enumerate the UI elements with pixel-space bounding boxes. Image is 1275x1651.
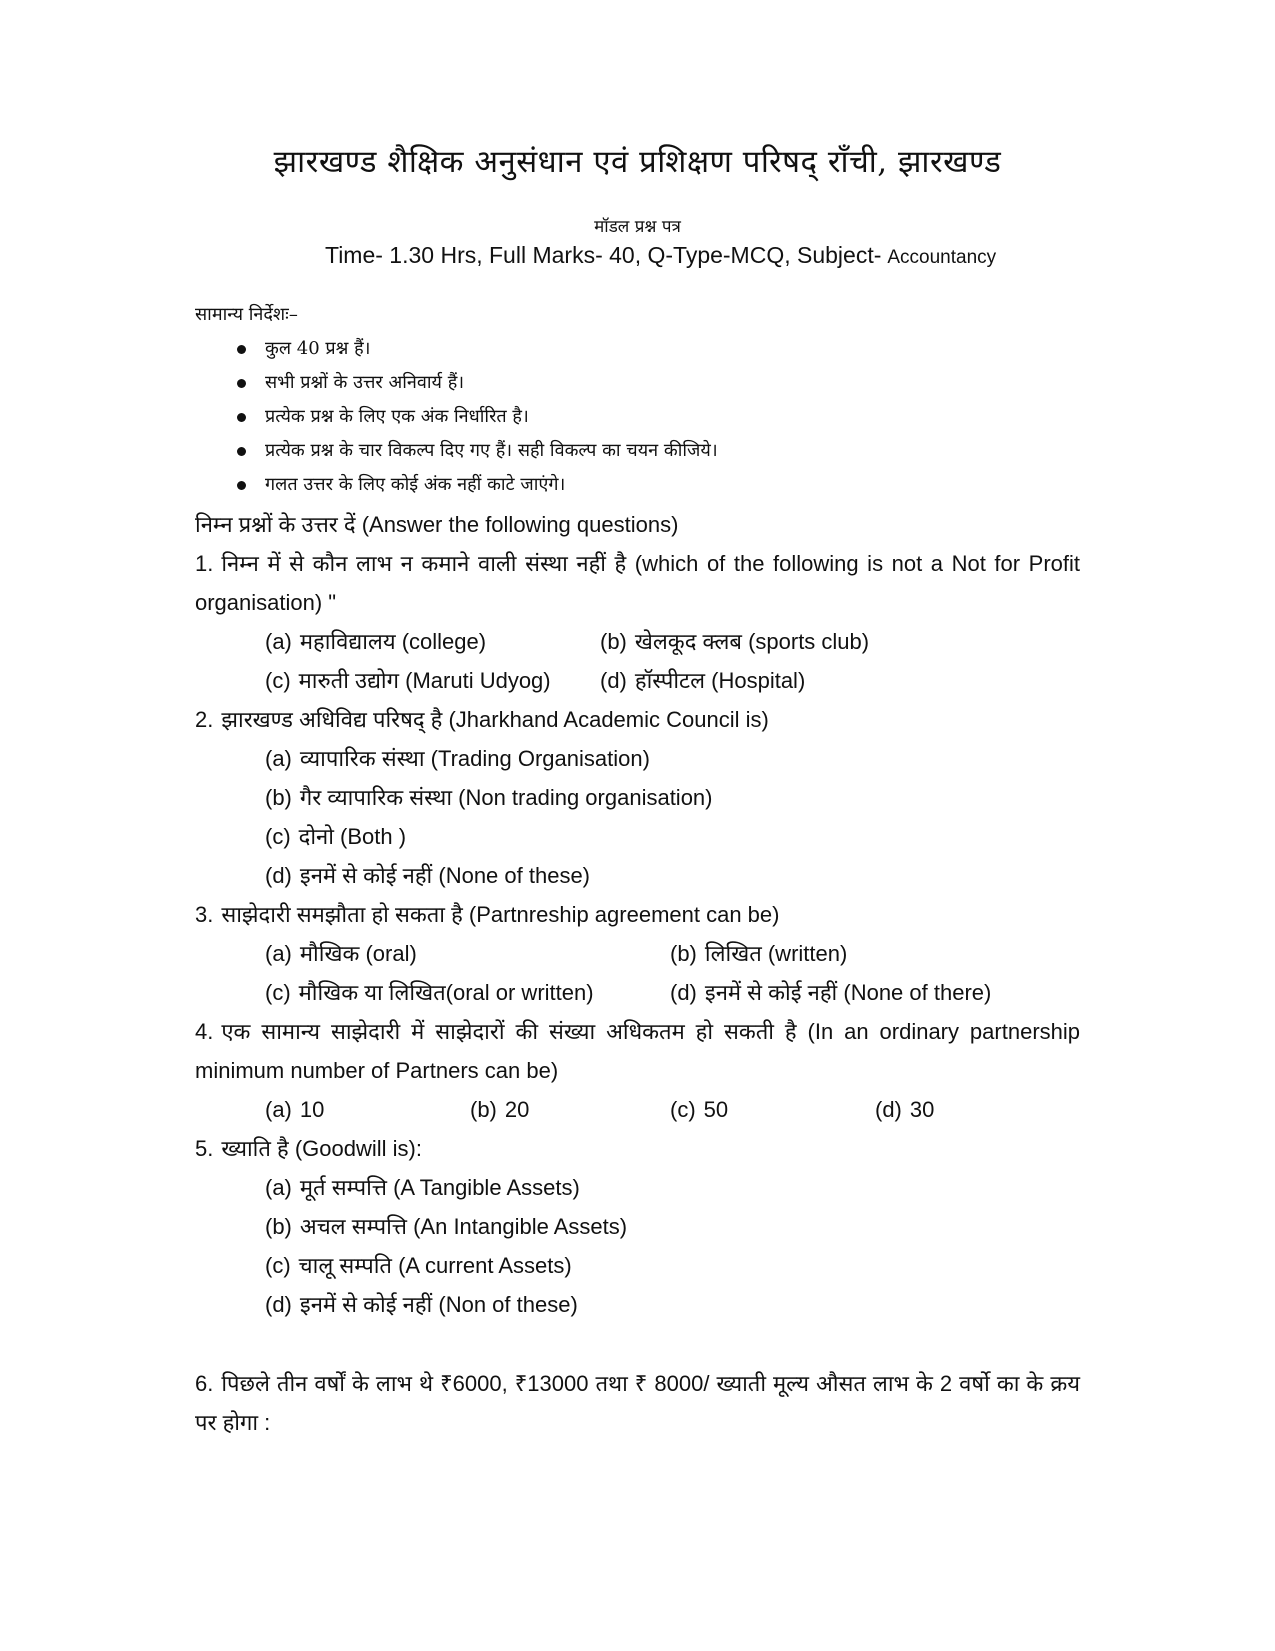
- exam-subject: Accountancy: [887, 247, 997, 268]
- instruction-item: [195, 366, 718, 400]
- exam-meta-text: Time- 1.30 Hrs, Full Marks- 40, Q-Type-MCQ, Subject-: [325, 242, 882, 268]
- option-a: [265, 1090, 324, 1129]
- option-label: (b): [265, 785, 292, 810]
- option-b: [265, 1207, 627, 1246]
- option-text: अचल सम्पत्ति (An Intangible Assets): [299, 1214, 628, 1239]
- bullet-icon: [237, 345, 246, 354]
- option-text: 50: [703, 1097, 729, 1122]
- option-label: (d): [875, 1097, 902, 1122]
- option-label: (a): [265, 746, 292, 771]
- option-text: खेलकूद क्लब (sports club): [634, 629, 870, 654]
- options-row: [195, 817, 1080, 856]
- question-4: [195, 1012, 1080, 1090]
- options-row: [195, 778, 1080, 817]
- option-label: (a): [265, 1097, 292, 1122]
- question-number: 6.: [195, 1371, 214, 1396]
- option-text: गैर व्यापारिक संस्था (Non trading organisation): [299, 785, 713, 810]
- option-d: [875, 1090, 934, 1129]
- option-label: (b): [600, 629, 627, 654]
- option-d: [265, 1285, 578, 1324]
- option-c: [265, 817, 406, 856]
- option-label: (d): [265, 863, 292, 888]
- option-text: लिखित (written): [704, 941, 848, 966]
- option-b: [265, 778, 713, 817]
- question-3: [195, 895, 1080, 934]
- option-label: (b): [670, 941, 697, 966]
- option-text: महाविद्यालय (college): [299, 629, 487, 654]
- option-label: (b): [470, 1097, 497, 1122]
- questions-section: [195, 505, 1080, 1442]
- option-text: मारुती उद्योग (Maruti Udyog): [298, 668, 551, 693]
- option-text: हॉस्पीटल (Hospital): [634, 668, 806, 693]
- options-row: [195, 661, 1080, 700]
- option-label: (b): [265, 1214, 292, 1239]
- question-number: 2.: [195, 707, 214, 732]
- option-a: [265, 1168, 580, 1207]
- option-d: [265, 856, 590, 895]
- instructions-list: [195, 332, 718, 502]
- option-label: (a): [265, 1175, 292, 1200]
- option-d: [600, 661, 805, 700]
- instruction-text: कुल 40 प्रश्न हैं।: [265, 338, 371, 359]
- bullet-icon: [237, 379, 246, 388]
- option-label: (c): [265, 980, 291, 1005]
- question-text: निम्न में से कौन लाभ न कमाने वाली संस्था नहीं है (which of the following is not a Not for Profit organisation) ": [195, 551, 1080, 615]
- document-title: झारखण्ड शैक्षिक अनुसंधान एवं प्रशिक्षण परिषद् राँची, झारखण्ड: [273, 144, 1002, 180]
- options-row: [195, 1246, 1080, 1285]
- instruction-item: [195, 434, 718, 468]
- question-6: [195, 1364, 1080, 1442]
- options-row: [195, 622, 1080, 661]
- option-text: दोनो (Both ): [298, 824, 407, 849]
- option-label: (d): [600, 668, 627, 693]
- instruction-item: [195, 332, 718, 366]
- question-1: [195, 544, 1080, 622]
- instruction-item: [195, 468, 718, 502]
- option-b: [470, 1090, 529, 1129]
- instruction-item: [195, 400, 718, 434]
- option-label: (d): [265, 1292, 292, 1317]
- question-number: 5.: [195, 1136, 214, 1161]
- options-row: [195, 1090, 1080, 1129]
- bullet-icon: [237, 447, 246, 456]
- option-text: व्यापारिक संस्था (Trading Organisation): [299, 746, 650, 771]
- questions-heading: निम्न प्रश्नों के उत्तर दें (Answer the following questions): [195, 512, 679, 537]
- options-row: [195, 973, 1080, 1012]
- option-text: इनमें से कोई नहीं (Non of these): [299, 1292, 578, 1317]
- option-a: [265, 739, 650, 778]
- bullet-icon: [237, 413, 246, 422]
- option-label: (a): [265, 941, 292, 966]
- option-label: (c): [265, 1253, 291, 1278]
- question-number: 1.: [195, 551, 214, 576]
- option-b: [670, 934, 847, 973]
- option-label: (c): [670, 1097, 696, 1122]
- options-row: [195, 1168, 1080, 1207]
- options-row: [195, 1207, 1080, 1246]
- instruction-text: सभी प्रश्नों के उत्तर अनिवार्य हैं।: [265, 372, 465, 393]
- option-text: इनमें से कोई नहीं (None of there): [704, 980, 992, 1005]
- options-row: [195, 1285, 1080, 1324]
- question-text: एक सामान्य साझेदारी में साझेदारों की संख्या अधिकतम हो सकती है (In an ordinary partnership minimum number of Partners can be): [195, 1019, 1080, 1083]
- option-c: [670, 1090, 728, 1129]
- option-c: [265, 661, 551, 700]
- question-number: 4.: [195, 1019, 214, 1044]
- option-text: 30: [909, 1097, 935, 1122]
- question-text: झारखण्ड अधिविद्य परिषद् है (Jharkhand Academic Council is): [221, 707, 769, 732]
- option-c: [265, 973, 594, 1012]
- options-row: [195, 856, 1080, 895]
- options-row: [195, 934, 1080, 973]
- instructions-heading: सामान्य निर्देशः–: [195, 304, 298, 325]
- exam-meta: [325, 242, 996, 269]
- option-text: 10: [299, 1097, 325, 1122]
- option-text: चालू सम्पति (A current Assets): [298, 1253, 572, 1278]
- question-text: साझेदारी समझौता हो सकता है (Partnreship agreement can be): [221, 902, 780, 927]
- option-label: (c): [265, 668, 291, 693]
- spacer: [195, 1324, 1080, 1364]
- document-subtitle: मॉडल प्रश्न पत्र: [594, 217, 681, 237]
- question-number: 3.: [195, 902, 214, 927]
- option-c: [265, 1246, 572, 1285]
- option-label: (c): [265, 824, 291, 849]
- option-text: मौखिक (oral): [299, 941, 417, 966]
- instruction-text: प्रत्येक प्रश्न के लिए एक अंक निर्धारित है।: [265, 406, 529, 427]
- option-a: [265, 934, 417, 973]
- options-row: [195, 739, 1080, 778]
- question-5: [195, 1129, 1080, 1168]
- option-d: [670, 973, 991, 1012]
- instruction-text: प्रत्येक प्रश्न के चार विकल्प दिए गए हैं। सही विकल्प का चयन कीजिये।: [265, 440, 718, 461]
- question-text: पिछले तीन वर्षों के लाभ थे ₹6000, ₹13000 तथा ₹ 8000/ ख्याती मूल्य औसत लाभ के 2 वर्षो का के क्रय पर होगा :: [195, 1371, 1080, 1435]
- option-label: (d): [670, 980, 697, 1005]
- option-text: मूर्त सम्पत्ति (A Tangible Assets): [299, 1175, 580, 1200]
- option-a: [265, 622, 486, 661]
- option-text: 20: [504, 1097, 530, 1122]
- question-2: [195, 700, 1080, 739]
- option-b: [600, 622, 869, 661]
- instruction-text: गलत उत्तर के लिए कोई अंक नहीं काटे जाएंगे।: [265, 474, 566, 495]
- option-text: इनमें से कोई नहीं (None of these): [299, 863, 591, 888]
- option-text: मौखिक या लिखित(oral or written): [298, 980, 594, 1005]
- bullet-icon: [237, 481, 246, 490]
- question-text: ख्याति है (Goodwill is):: [221, 1136, 422, 1161]
- option-label: (a): [265, 629, 292, 654]
